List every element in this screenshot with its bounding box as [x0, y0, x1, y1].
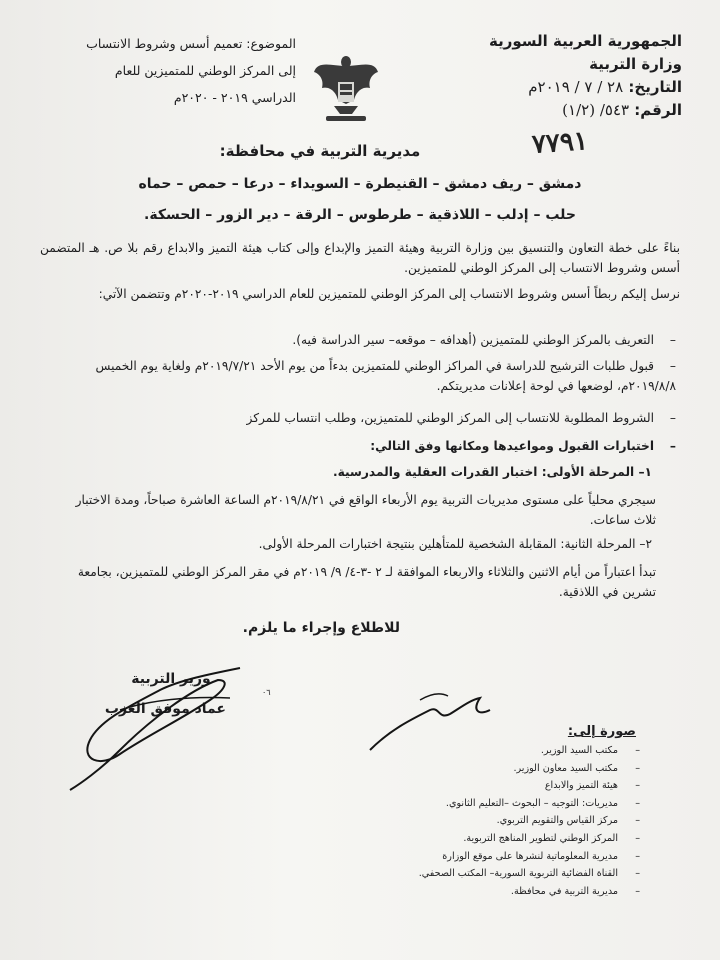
- subject-line: إلى المركز الوطني للمتميزين للعام: [114, 63, 296, 78]
- list-item-text: اختبارات القبول ومواعيدها ومكانها وفق التالي:: [370, 439, 654, 453]
- list-item-text: المركز الوطني لتطوير المناهج التربوية.: [463, 832, 618, 844]
- list-item-text: قبول طلبات الترشيح للدراسة في المراكز الوطني للمتميزين بدءاً من يوم الأحد ٢٠١٩/٧/٢١م ولغاية يوم الخميس ٢٠١٩/٨/٨م، لوضعها في لوحة إعلانات مديريتكم.: [95, 359, 676, 393]
- reference-value: ٥٤٣/ (١/٢): [562, 101, 630, 119]
- eagle-emblem-icon: [312, 52, 380, 124]
- stage2-text: تبدأ اعتباراً من أيام الاثنين والثلاثاء والاربعاء الموافقة لـ ٢ -٣-٤/ ٩/ ٢٠١٩م في مقر المركز الوطني للمتميزين، بجامعة تشرين في اللاذقية.: [77, 565, 656, 599]
- list-item-text: مديرية التربية في محافظة.: [510, 885, 618, 897]
- date-label: التاريخ:: [628, 78, 682, 96]
- letterhead: [489, 30, 682, 122]
- list-item-text: هيئة التميز والابداع: [544, 780, 618, 792]
- handwritten-number: ٧٧٩١: [531, 126, 589, 160]
- list-item: –التعريف بالمركز الوطني للمتميزين (أهدافه – موقعه– سير الدراسة فيه).: [292, 333, 676, 347]
- list-item-text: مركز القياس والتقويم التربوي.: [496, 815, 618, 827]
- date-line: [489, 76, 682, 99]
- stage1-heading: ١– المرحلة الأولى: اختبار القدرات العقلية والمدرسية.: [332, 465, 652, 479]
- send-paragraph: نرسل إليكم ربطاً أسس وشروط الانتساب إلى المركز الوطني للمتميزين للعام الدراسي ٢٠١٩-٢٠٢٠م وتتضمن الآتي:: [98, 287, 680, 301]
- list-item: –مركز القياس والتقويم التربوي.: [496, 815, 640, 827]
- copies-title: صورة إلى:: [567, 724, 636, 739]
- ministry-name: وزارة التربية: [589, 55, 682, 73]
- list-item-text: مكتب السيد الوزير.: [540, 745, 618, 756]
- list-item: –القناة الفضائية التربوية السورية– المكتب الصحفي.: [418, 868, 640, 880]
- list-item-text: مديريات: التوجيه – البحوث –التعليم الثانوي.: [445, 797, 618, 809]
- list-item: –قبول طلبات الترشيح للدراسة في المراكز الوطني للمتميزين بدءاً من يوم الأحد ٢٠١٩/٧/٢١م ولغاية يوم الخميس ٢٠١٩/٨/٨م، لوضعها في لوحة إعلانات مديريتكم.: [95, 359, 676, 393]
- reference-line: [489, 99, 682, 122]
- list-item: –مديرية التربية في محافظة.: [510, 885, 640, 897]
- date-value: ٢٨ / ٧ / ٢٠١٩م: [528, 78, 624, 96]
- list-item: –المركز الوطني لتطوير المناهج التربوية.: [463, 832, 640, 844]
- list-item: –اختبارات القبول ومواعيدها ومكانها وفق التالي:: [370, 439, 676, 453]
- copies-list: [360, 742, 640, 900]
- stage2-heading: ٢– المرحلة الثانية: المقابلة الشخصية للمتأهلين بنتيجة اختبارات المرحلة الأولى.: [258, 537, 652, 551]
- recipient-governorates-line: حلب – إدلب – اللاذقية – طرطوس – الرقة – دير الزور – الحسكة.: [144, 207, 576, 223]
- closing-line: للاطلاع وإجراء ما يلزم.: [242, 620, 400, 636]
- recipient-governorates-line: دمشق – ريف دمشق – القنيطرة – السويداء – درعا – حمص – حماه: [138, 176, 582, 192]
- list-item-text: مكتب السيد معاون الوزير.: [513, 762, 618, 774]
- list-item: –مكتب السيد الوزير.: [540, 745, 640, 756]
- minister-signature-icon: [60, 650, 260, 800]
- list-item-text: القناة الفضائية التربوية السورية– المكتب الصحفي.: [418, 868, 618, 880]
- list-item: –الشروط المطلوبة للانتساب إلى المركز الوطني للمتميزين، وطلب انتساب للمركز: [246, 411, 676, 425]
- list-item-text: مديرية المعلوماتية لنشرها على موقع الوزارة: [442, 850, 618, 862]
- list-item-text: الشروط المطلوبة للانتساب إلى المركز الوطني للمتميزين، وطلب انتساب للمركز: [246, 411, 654, 425]
- list-item-text: التعريف بالمركز الوطني للمتميزين (أهدافه – موقعه– سير الدراسة فيه).: [292, 333, 654, 347]
- subject-line: الدراسي ٢٠١٩ - ٢٠٢٠م: [173, 90, 296, 105]
- country-name: الجمهورية العربية السورية: [489, 32, 682, 50]
- recipient-title: مديرية التربية في محافظة:: [219, 142, 421, 160]
- subject-line: الموضوع: تعميم أسس وشروط الانتساب: [86, 36, 296, 51]
- signature-mark: ٠٦: [262, 688, 271, 697]
- stage1-text: سيجري محلياً على مستوى مديريات التربية يوم الأربعاء الواقع في ٢٠١٩/٨/٢١م الساعة العاشرة صباحاً، ومدة الاختبار ثلاث ساعات.: [75, 493, 656, 527]
- subject-block: [36, 30, 296, 111]
- list-item: –مكتب السيد معاون الوزير.: [513, 762, 640, 774]
- signatory-name: عماد موفق العزب: [104, 701, 226, 717]
- reference-label: الرقم:: [634, 101, 682, 119]
- signatory-title: وزير التربية: [131, 671, 211, 687]
- list-item: –هيئة التميز والابداع: [544, 780, 640, 792]
- intro-paragraph: بناءً على خطة التعاون والتنسيق بين وزارة التربية وهيئة التميز والإبداع وإلى كتاب هيئة التميز والابداع رقم بلا ص. هـ المتضمن أسس وشروط الانتساب إلى المركز الوطني للمتميزين.: [40, 241, 680, 275]
- list-item: –مديرية المعلوماتية لنشرها على موقع الوزارة: [442, 850, 640, 862]
- list-item: –مديريات: التوجيه – البحوث –التعليم الثانوي.: [445, 797, 640, 809]
